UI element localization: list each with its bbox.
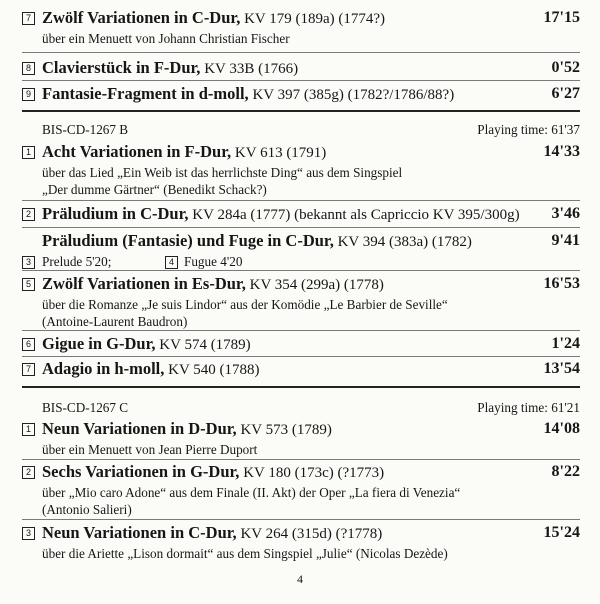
track-c3 xyxy=(22,523,580,562)
divider xyxy=(22,52,580,53)
track-c1 xyxy=(22,419,580,458)
track-duration: 3'46 xyxy=(551,205,580,222)
track-duration: 9'41 xyxy=(551,232,580,249)
track-duration: 14'08 xyxy=(543,420,580,437)
track-title: Zwölf Variationen in Es-Dur, KV 354 (299a) (1778) xyxy=(42,274,384,293)
track-duration: 16'53 xyxy=(543,275,580,292)
track-title: Adagio in h-moll, KV 540 (1788) xyxy=(42,359,260,378)
track-duration: 6'27 xyxy=(551,85,580,102)
track-title: Sechs Variationen in G-Dur, KV 180 (173c) (?1773) xyxy=(42,462,385,481)
track-duration: 1'24 xyxy=(551,335,580,352)
divider xyxy=(22,200,580,201)
divider xyxy=(22,270,580,271)
track-duration: 8'22 xyxy=(551,463,580,480)
track-title: Gigue in G-Dur, KV 574 (1789) xyxy=(42,334,251,353)
track-subtitle: über die Ariette „Lison dormait“ aus dem Singspiel „Julie“ (Nicolas Dezède) xyxy=(42,546,448,561)
track-title: Präludium (Fantasie) und Fuge in C-Dur, KV 394 (383a) (1782) xyxy=(42,231,472,250)
track-subtitle: über ein Menuett von Johann Christian Fischer xyxy=(42,31,290,46)
disc-id: BIS-CD-1267 B xyxy=(42,122,129,137)
track-number-box: 4 xyxy=(165,256,178,269)
track-number-box: 8 xyxy=(22,62,35,75)
track-number-box: 7 xyxy=(22,363,35,376)
track-b7 xyxy=(22,359,580,381)
divider xyxy=(22,356,580,357)
part-prelude: Prelude 5'20; xyxy=(42,254,112,269)
page-number: 4 xyxy=(297,572,303,586)
track-subtitle: über die Romanze „Je suis Lindor“ aus der Komödie „Le Barbier de Seville“ xyxy=(42,297,448,312)
disc-divider xyxy=(22,386,580,388)
track-parts xyxy=(22,253,580,270)
track-title: Zwölf Variationen in C-Dur, KV 179 (189a) (1774?) xyxy=(42,8,386,27)
track-duration: 14'33 xyxy=(543,143,580,160)
part-fugue: Fugue 4'20 xyxy=(184,254,243,269)
track-b2 xyxy=(22,204,580,226)
track-number-box: 3 xyxy=(22,256,35,269)
divider xyxy=(22,330,580,331)
disc-id: BIS-CD-1267 C xyxy=(42,400,129,415)
track-title: Fantasie-Fragment in d-moll, KV 397 (385g) (1782?/1786/88?) xyxy=(42,84,455,103)
track-b5 xyxy=(22,274,580,330)
track-c2 xyxy=(22,462,580,518)
track-number-box: 6 xyxy=(22,338,35,351)
track-number-box: 5 xyxy=(22,278,35,291)
track-number-box: 1 xyxy=(22,423,35,436)
track-number-box: 2 xyxy=(22,466,35,479)
track-number-box: 2 xyxy=(22,208,35,221)
track-duration: 0'52 xyxy=(551,59,580,76)
track-b6 xyxy=(22,334,580,356)
divider xyxy=(22,459,580,460)
track-b1 xyxy=(22,142,580,198)
divider xyxy=(22,80,580,81)
track-title: Neun Variationen in D-Dur, KV 573 (1789) xyxy=(42,419,332,438)
track-duration: 15'24 xyxy=(543,524,580,541)
track-subtitle-2: (Antoine-Laurent Baudron) xyxy=(42,314,188,329)
track-title: Präludium in C-Dur, KV 284a (1777) (bekannt als Capriccio KV 395/300g) xyxy=(42,204,520,223)
track-a8 xyxy=(22,58,580,80)
track-duration: 13'54 xyxy=(543,360,580,377)
playing-time: Playing time: 61'37 xyxy=(477,122,580,137)
track-b3-4 xyxy=(22,231,580,270)
disc-divider xyxy=(22,110,580,112)
playing-time: Playing time: 61'21 xyxy=(477,400,580,415)
track-subtitle-2: (Antonio Salieri) xyxy=(42,502,132,517)
track-subtitle-2: „Der dumme Gärtner“ (Benedikt Schack?) xyxy=(42,182,267,197)
track-subtitle: über das Lied „Ein Weib ist das herrlichste Ding“ aus dem Singspiel xyxy=(42,165,403,180)
track-number-box: 3 xyxy=(22,527,35,540)
track-duration: 17'15 xyxy=(543,9,580,26)
track-a7 xyxy=(22,8,580,47)
track-number-box: 7 xyxy=(22,12,35,25)
track-subtitle: über ein Menuett von Jean Pierre Duport xyxy=(42,442,258,457)
track-a9 xyxy=(22,84,580,106)
track-title: Neun Variationen in C-Dur, KV 264 (315d) (?1778) xyxy=(42,523,383,542)
track-number-box: 9 xyxy=(22,88,35,101)
divider xyxy=(22,227,580,228)
track-title: Clavierstück in F-Dur, KV 33B (1766) xyxy=(42,58,299,77)
track-number-box: 1 xyxy=(22,146,35,159)
track-subtitle: über „Mio caro Adone“ aus dem Finale (II. Akt) der Oper „La fiera di Venezia“ xyxy=(42,485,461,500)
track-title: Acht Variationen in F-Dur, KV 613 (1791) xyxy=(42,142,327,161)
divider xyxy=(22,519,580,520)
